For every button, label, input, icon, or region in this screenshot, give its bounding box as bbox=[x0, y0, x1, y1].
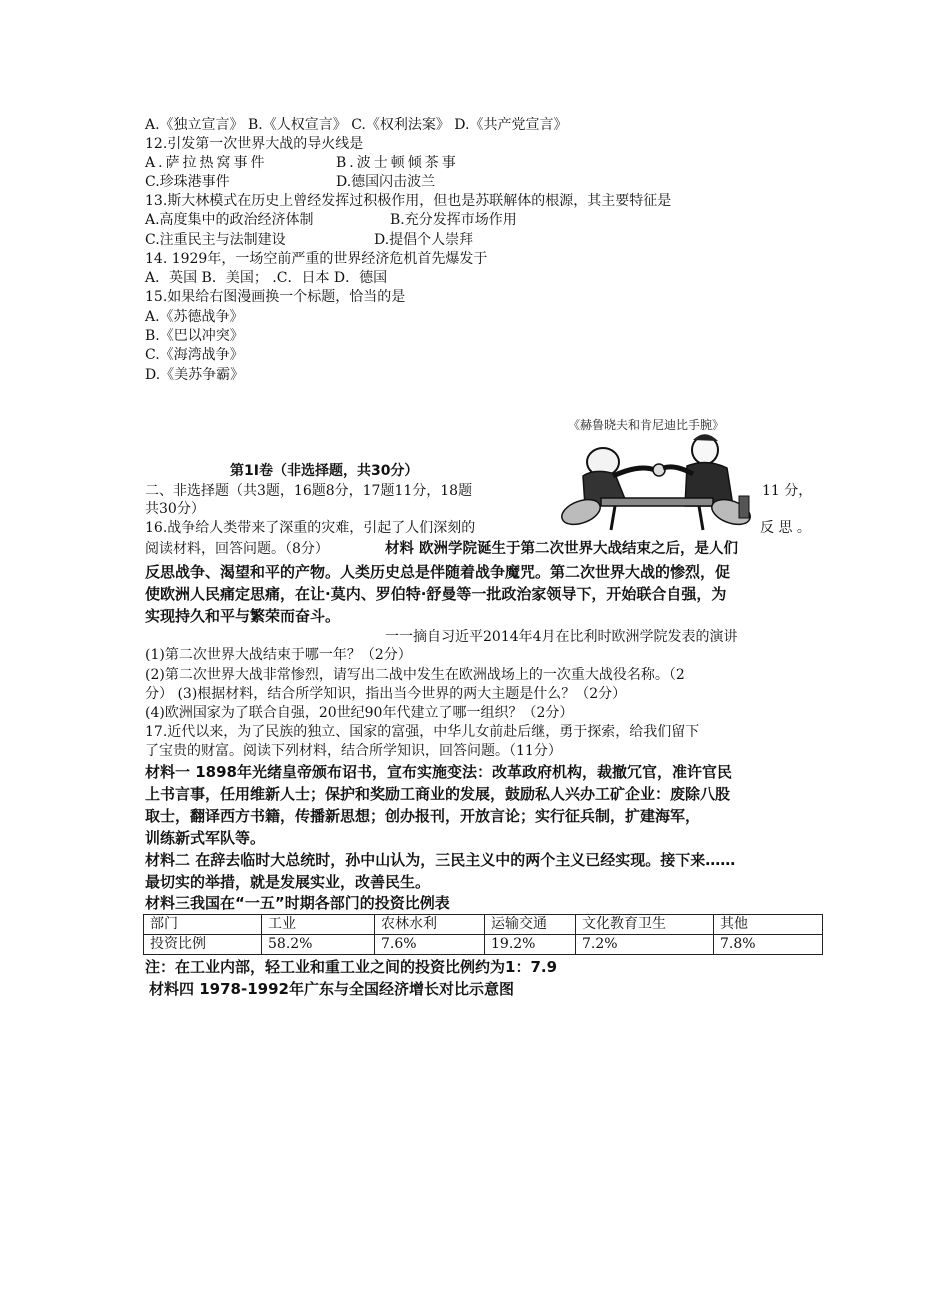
q13-option-a: A.高度集中的政治经济体制 bbox=[145, 212, 314, 228]
q13-option-d: D.提倡个人崇拜 bbox=[374, 232, 474, 248]
q15-option-a: A.《苏德战争》 bbox=[145, 309, 244, 325]
q16-instruction: 阅读材料，回答问题。（8分） bbox=[145, 541, 329, 557]
section-2-total: 共30分） bbox=[145, 501, 205, 517]
table-cell: 7.2% bbox=[576, 935, 714, 955]
q16-sub-question-1: (1)第二次世界大战结束于哪一年？（2分） bbox=[145, 647, 412, 663]
table-header-cell: 文化教育卫生 bbox=[576, 915, 714, 935]
q13-stem: 13.斯大林模式在历史上曾经发挥过积极作用，但也是苏联解体的根源，其主要特征是 bbox=[145, 193, 672, 209]
section-2-intro-tail: 11 分， bbox=[762, 483, 813, 499]
table-header-row bbox=[144, 915, 823, 935]
q17-table-note: 注：在工业内部，轻工业和重工业之间的投资比例约为1：7.9 bbox=[145, 958, 558, 976]
q17-material-1-line-1: 材料一 1898年光绪皇帝颁布诏书，宣布实施变法：改革政府机构，裁撤冗官，准许官民 bbox=[145, 763, 732, 781]
q17-material-2-line-2: 最切实的举措，就是发展实业，改善民生。 bbox=[145, 873, 431, 891]
q12-stem: 12.引发第一次世界大战的导火线是 bbox=[145, 136, 364, 152]
q16-material-line-4: 实现持久和平与繁荣而奋斗。 bbox=[145, 607, 341, 625]
q15-stem: 15.如果给右图漫画换一个标题，恰当的是 bbox=[145, 289, 406, 305]
table-row bbox=[144, 935, 823, 955]
table-cell: 58.2% bbox=[262, 935, 375, 955]
q16-sub-question-2: (2)第二次世界大战非常惨烈，请写出二战中发生在欧洲战场上的一次重大战役名称。（2 bbox=[145, 667, 685, 683]
q17-material-4-title: 材料四 1978-1992年广东与全国经济增长对比示意图 bbox=[149, 980, 514, 998]
section-2-title: 第1I卷（非选择题，共30分） bbox=[230, 463, 419, 479]
cartoon-caption: 《赫鲁晓夫和肯尼迪比手腕》 bbox=[568, 418, 725, 432]
q14-options: A．英国 B．美国； .C．日本 D．德国 bbox=[145, 270, 388, 286]
q17-material-3-title: 材料三我国在“一五”时期各部门的投资比例表 bbox=[145, 894, 450, 912]
table-cell: 7.6% bbox=[375, 935, 485, 955]
table-header-cell: 其他 bbox=[714, 915, 823, 935]
q16-sub-question-3: 分） (3)根据材料，结合所学知识，指出当今世界的两大主题是什么？（2分） bbox=[145, 686, 627, 702]
table-cell: 7.8% bbox=[714, 935, 823, 955]
q16-material-line-3: 使欧洲人民痛定思痛，在让·莫内、罗伯特·舒曼等一批政治家领导下，开始联合自强，为 bbox=[145, 585, 727, 603]
table-header-cell: 农林水利 bbox=[375, 915, 485, 935]
q12-option-c: C.珍珠港事件 bbox=[145, 174, 230, 190]
table-cell: 19.2% bbox=[485, 935, 576, 955]
table-cell: 投资比例 bbox=[144, 935, 262, 955]
table-header-cell: 部门 bbox=[144, 915, 262, 935]
investment-ratio-table bbox=[143, 914, 823, 955]
q16-sub-question-4: (4)欧洲国家为了联合自强，20世纪90年代建立了哪一组织？（2分） bbox=[145, 705, 574, 721]
q16-line-1: 16.战争给人类带来了深重的灾难，引起了人们深刻的 bbox=[145, 520, 476, 536]
q16-material-line-2: 反思战争、渴望和平的产物。人类历史总是伴随着战争魔咒。第二次世界大战的惨烈，促 bbox=[145, 563, 731, 581]
q15-option-d: D.《美苏争霸》 bbox=[145, 367, 245, 383]
q17-material-1-line-2: 上书言事，任用维新人士；保护和奖励工商业的发展，鼓励私人兴办工矿企业：废除八股 bbox=[145, 785, 731, 803]
q17-line-1: 17.近代以来，为了民族的独立、国家的富强，中华儿女前赴后继，勇于探索，给我们留下 bbox=[145, 724, 700, 740]
q14-stem: 14. 1929年，一场空前严重的世界经济危机首先爆发于 bbox=[145, 251, 488, 267]
q16-material-start: 材料 欧洲学院诞生于第二次世界大战结束之后，是人们 bbox=[385, 541, 739, 557]
q15-option-c: C.《海湾战争》 bbox=[145, 347, 244, 363]
q16-source: 一一摘自习近平2014年4月在比利时欧洲学院发表的演讲 bbox=[385, 629, 738, 645]
q12-option-d: D.德国闪击波兰 bbox=[336, 174, 436, 190]
q16-line-1-tail: 反 思 。 bbox=[760, 520, 811, 536]
q13-option-b: B.充分发挥市场作用 bbox=[390, 212, 517, 228]
q11-options: A.《独立宣言》 B.《人权宣言》 C.《权利法案》 D.《共产党宣言》 bbox=[145, 117, 568, 133]
table-header-cell: 工业 bbox=[262, 915, 375, 935]
q17-material-1-line-3: 取士，翻译西方书籍，传播新思想；创办报刊，开放言论；实行征兵制，扩建海军， bbox=[145, 807, 701, 825]
section-2-intro: 二、非选择题（共3题，16题8分，17题11分，18题 bbox=[145, 483, 473, 499]
q13-option-c: C.注重民主与法制建设 bbox=[145, 232, 286, 248]
q12-option-b: B.波士顿倾茶事 bbox=[336, 155, 459, 171]
cartoon-table bbox=[601, 498, 713, 506]
q12-option-a: A.萨拉热窝事件 bbox=[145, 155, 268, 171]
q17-material-1-line-4: 训练新式军队等。 bbox=[145, 829, 266, 847]
q17-line-2: 了宝贵的财富。阅读下列材料，结合所学知识，回答问题。（11分） bbox=[145, 743, 562, 759]
q15-option-b: B.《巴以冲突》 bbox=[145, 328, 244, 344]
q17-material-2-line-1: 材料二 在辞去临时大总统时，孙中山认为，三民主义中的两个主义已经实现。接下来…… bbox=[145, 851, 736, 869]
table-header-cell: 运输交通 bbox=[485, 915, 576, 935]
